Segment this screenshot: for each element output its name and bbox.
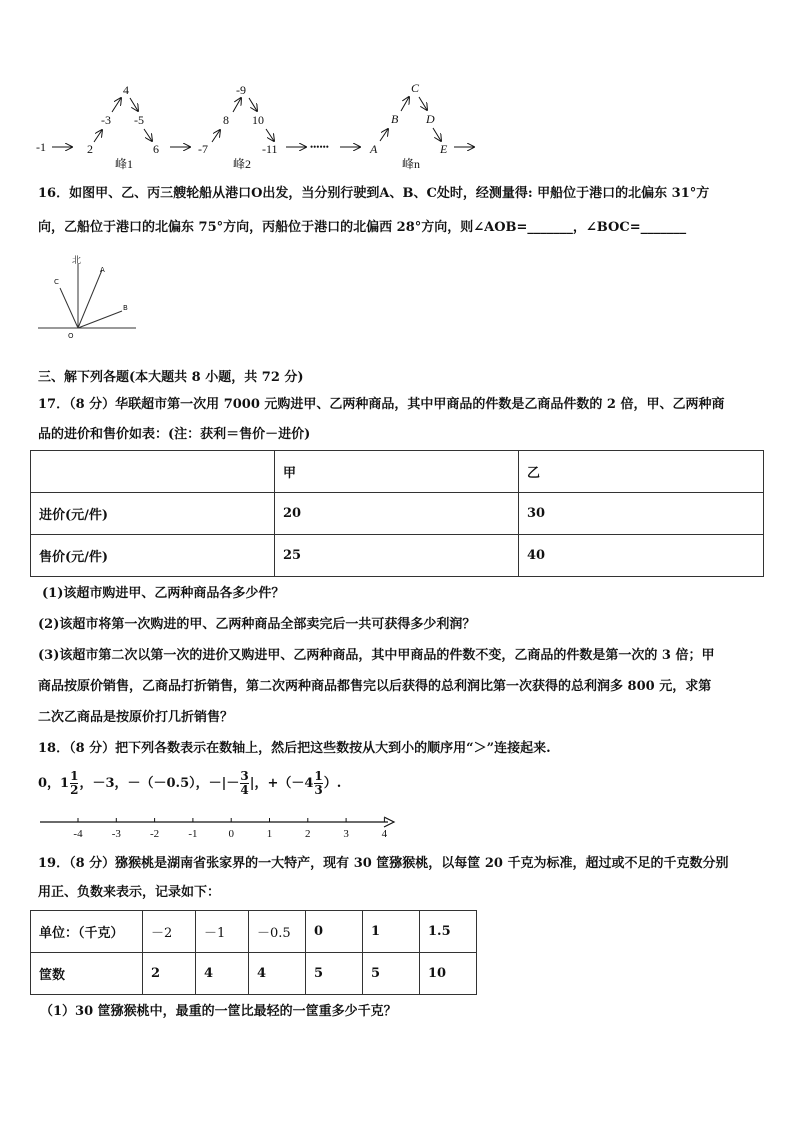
axis-tick-label: -3 [111,828,121,840]
arrow [419,97,427,110]
peak1-bottom-right: 6 [153,142,159,156]
frac-num: 3 [240,769,249,783]
peak1-left: -3 [101,113,111,127]
axis-tick-label: -2 [150,828,160,840]
arrow [233,98,241,112]
arrow [401,97,409,111]
peak2-bottom-left: -7 [198,142,208,156]
arrow [380,129,388,141]
table-cell: －0.5 [249,911,306,953]
peak1-bottom-left: 2 [87,142,93,156]
q16-text-line1: 16．如图甲、乙、丙三艘轮船从港口O出发，当分别行驶到A、B、C处时，经测量得: 甲船位于港口的北偏东 31°方 [38,186,710,201]
table-row [31,953,477,995]
table-cell: 30 [519,493,764,535]
table-cell: 1.5 [420,911,477,953]
table-cell: 4 [196,953,249,995]
table-row [31,535,764,577]
table-cell: 筐数 [31,953,143,995]
arrow [433,128,441,141]
axis-tick-label: 2 [305,828,311,840]
peak2-bottom-right: -11 [262,142,278,156]
peak1-top: 4 [123,83,129,97]
table-cell: 40 [519,535,764,577]
fraction [240,770,248,797]
peak1-label: 峰1 [115,157,134,170]
table-cell: 5 [306,953,363,995]
fraction [70,770,78,797]
arrow [266,129,274,141]
frac-den: 2 [70,783,79,797]
ray-oc [60,288,78,328]
q19-text-line2: 用正、负数来表示，记录如下： [38,885,221,900]
table-cell: 20 [275,493,519,535]
compass-figure [36,254,140,342]
axis-tick-label: 0 [228,828,234,840]
q17-text-line1: 17．（8 分）华联超市第一次用 7000 元购进甲、乙两种商品，其中甲商品的件数是乙商品件数的 2 倍，甲、乙两种商 [38,397,725,412]
table-cell: 0 [306,911,363,953]
q19-text-line1: 19．（8 分）猕猴桃是湖南省张家界的一大特产，现有 30 筐猕猴桃，以每筐 20 千克为标准，超过或不足的千克数分别 [38,856,729,871]
arrow [130,98,138,111]
section-title: 三、解下列各题(本大题共 8 小题，共 72 分) [38,370,304,385]
axis-tick-label: -1 [188,828,198,840]
peak2-label: 峰2 [233,157,252,170]
peak-pattern-diagram [30,78,490,170]
table-cell: 1 [363,911,420,953]
table-cell: －2 [143,911,196,953]
peak2-top: -9 [236,83,246,97]
table-cell [31,451,275,493]
q18-text-line1: 18．（8 分）把下列各数表示在数轴上，然后把这些数按从大到小的顺序用“＞”连接起来. [38,741,551,756]
arrow [249,98,257,111]
q19-sub1: （1）30 筐猕猴桃中，最重的一筐比最轻的一筐重多少千克？ [40,1004,397,1019]
point-b-label: B [123,304,128,312]
q17-sub1: (1)该超市购进甲、乙两种商品各多少件？ [42,586,285,601]
fraction [314,770,322,797]
num-text: 0，1 [38,776,70,791]
ray-ob [78,311,122,328]
table-row [31,451,764,493]
table-cell: 单位：（千克） [31,911,143,953]
frac-den: 4 [240,783,249,797]
axis-tick-label: 1 [266,828,273,840]
num-text: ）. [323,776,342,791]
axis-tick-label: 4 [381,828,388,840]
peakn-bottom-left: A [370,142,378,156]
frac-num: 1 [314,769,323,783]
peak1-right: -5 [134,113,144,127]
peak2-left: 8 [223,113,229,127]
table-cell: 5 [363,953,420,995]
arrow [94,130,102,142]
frac-den: 3 [314,783,323,797]
q18-number-list [38,768,341,800]
axis-tick-label: -4 [73,828,83,840]
ray-oa [78,270,102,328]
num-text: |，+（－4 [249,776,314,791]
table-cell: 售价(元/件) [31,535,275,577]
table-row [31,493,764,535]
point-c-label: C [54,278,59,286]
frac-num: 1 [70,769,79,783]
peak2-right: 10 [252,113,264,127]
axis-tick-label: 3 [343,828,349,840]
ellipsis-dots: •••••• [310,142,329,152]
q17-sub3-line1: (3)该超市第二次以第一次的进价又购进甲、乙两种商品，其中甲商品的件数不变，乙商品的件数是第一次的 3 倍；甲 [38,648,715,663]
peakn-label: 峰n [402,157,421,170]
peakn-left: B [391,112,399,126]
q17-text-line2: 品的进价和售价如表：(注：获利＝售价－进价) [38,427,311,442]
arrow [212,130,220,142]
q17-price-table [30,450,764,577]
north-label: 北 [72,256,82,266]
point-o-label: O [68,332,74,340]
q19-record-table [30,910,477,995]
number-line [38,810,398,842]
peakn-right: D [426,112,435,126]
peakn-top: C [411,81,420,95]
table-cell: 甲 [275,451,519,493]
q17-sub3-line3: 二次乙商品是按原价打几折销售？ [38,710,234,725]
q17-sub3-line2: 商品按原价销售，乙商品打折销售，第二次两种商品都售完以后获得的总利润比第一次获得的总利润多 800 元，求第 [38,679,712,694]
table-cell: 进价(元/件) [31,493,275,535]
q17-sub2: (2)该超市将第一次购进的甲、乙两种商品全部卖完后一共可获得多少利润？ [38,617,476,632]
num-text: ，－3，－（－0.5），－|－ [79,776,240,791]
table-cell: 4 [249,953,306,995]
table-cell: 2 [143,953,196,995]
table-cell: －1 [196,911,249,953]
table-cell: 25 [275,535,519,577]
start-value: -1 [36,140,46,154]
table-cell: 10 [420,953,477,995]
arrow [112,98,121,112]
q16-text-line2: 向，乙船位于港口的北偏东 75°方向，丙船位于港口的北偏西 28°方向，则∠AOB=_______，∠BOC=_______ [38,220,687,235]
table-row [31,911,477,953]
peakn-bottom-right: E [440,142,448,156]
table-cell: 乙 [519,451,764,493]
point-a-label: A [100,266,105,274]
arrow [144,129,152,141]
